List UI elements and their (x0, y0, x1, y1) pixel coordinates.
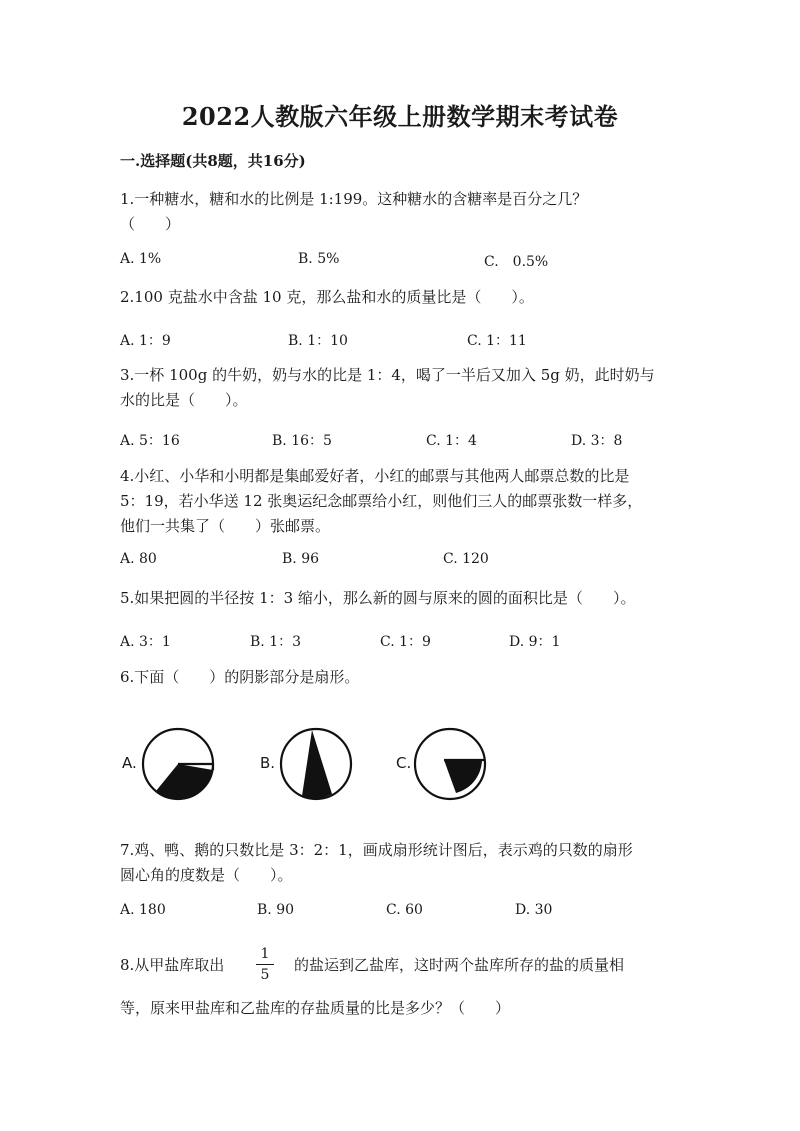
question-4-option-c[interactable]: C. 120 (443, 551, 489, 567)
question-6-figure-b-label[interactable]: B. (260, 754, 276, 772)
question-1-line-2: （ ） (120, 215, 181, 233)
question-5-option-c[interactable]: C. 1：9 (380, 634, 431, 650)
fraction-numerator: 1 (256, 946, 274, 965)
question-4-option-a[interactable]: A. 80 (120, 551, 157, 567)
question-3-line-1: 3.一杯 100g 的牛奶，奶与水的比是 1：4，喝了一半后又加入 5g 奶，此时奶与 (120, 366, 655, 384)
figure-c-circle-icon[interactable] (412, 726, 488, 802)
question-4-line-3: 他们一共集了（ ）张邮票。 (120, 517, 331, 535)
question-1-option-c[interactable]: C. 0.5% (484, 254, 549, 270)
question-8-stem-line-2 (120, 996, 680, 1021)
question-1-line-1: 1.一种糖水，糖和水的比例是 1:199。这种糖水的含糖率是百分之几？ (120, 190, 588, 208)
question-2-option-c[interactable]: C. 1：11 (467, 333, 527, 349)
question-4-option-b[interactable]: B. 96 (282, 551, 320, 567)
page-title: 2022人教版六年级上册数学期末考试卷 (181, 102, 619, 131)
question-5-line-1: 5.如果把圆的半径按 1：3 缩小，那么新的圆与原来的圆的面积比是（ ）。 (120, 589, 636, 607)
question-3-stem (120, 363, 680, 413)
question-4-stem (120, 464, 680, 539)
question-5-option-a[interactable]: A. 3：1 (120, 634, 171, 650)
question-6-line-1: 6.下面（ ）的阴影部分是扇形。 (120, 668, 360, 686)
question-1-option-b[interactable]: B. 5% (298, 251, 340, 267)
question-2-option-b[interactable]: B. 1：10 (288, 333, 348, 349)
question-4-line-1: 4.小红、小华和小明都是集邮爱好者，小红的邮票与其他两人邮票总数的比是 (120, 467, 630, 485)
section-title: 一.选择题(共8题，共16分) (120, 152, 306, 170)
question-8-fraction (256, 946, 274, 983)
question-6-stem (120, 665, 680, 690)
question-5-option-d[interactable]: D. 9：1 (509, 634, 561, 650)
question-7-stem (120, 838, 680, 888)
question-8-line-1-before: 8.从甲盐库取出 (120, 956, 225, 974)
question-2-option-a[interactable]: A. 1：9 (120, 333, 171, 349)
question-7-option-a[interactable]: A. 180 (120, 902, 166, 918)
question-7-line-2: 圆心角的度数是（ ）。 (120, 866, 293, 884)
question-3-line-2: 水的比是（ ）。 (120, 391, 248, 409)
question-8-line-2: 等，原来甲盐库和乙盐库的存盐质量的比是多少？（ ） (120, 999, 511, 1017)
question-3-option-b[interactable]: B. 16：5 (272, 433, 332, 449)
question-8-line-1-after: 的盐运到乙盐库，这时两个盐库所存的盐的质量相 (294, 956, 625, 974)
question-2-line-1: 2.100 克盐水中含盐 10 克，那么盐和水的质量比是（ ）。 (120, 288, 534, 306)
question-8-stem-after (294, 953, 624, 978)
fraction-denominator: 5 (260, 967, 270, 983)
figure-a-circle-icon[interactable] (140, 726, 216, 802)
question-1-stem (120, 187, 680, 237)
question-7-option-c[interactable]: C. 60 (386, 902, 423, 918)
question-4-line-2: 5：19，若小华送 12 张奥运纪念邮票给小红，则他们三人的邮票张数一样多， (120, 492, 643, 510)
question-6-figure-a-label[interactable]: A. (122, 754, 137, 772)
question-7-line-1: 7.鸡、鸭、鹅的只数比是 3：2：1，画成扇形统计图后，表示鸡的只数的扇形 (120, 841, 633, 859)
question-5-option-b[interactable]: B. 1：3 (250, 634, 302, 650)
question-1-option-a[interactable]: A. 1% (120, 251, 162, 267)
question-6-figure-c-label[interactable]: C. (396, 754, 412, 772)
question-5-stem (120, 586, 680, 611)
question-7-option-b[interactable]: B. 90 (257, 902, 295, 918)
question-7-option-d[interactable]: D. 30 (515, 902, 553, 918)
question-3-option-d[interactable]: D. 3：8 (571, 433, 623, 449)
question-8-stem-start (120, 953, 224, 978)
question-2-stem (120, 285, 680, 310)
figure-b-circle-icon[interactable] (278, 726, 354, 802)
question-3-option-a[interactable]: A. 5：16 (120, 433, 180, 449)
question-3-option-c[interactable]: C. 1：4 (426, 433, 477, 449)
